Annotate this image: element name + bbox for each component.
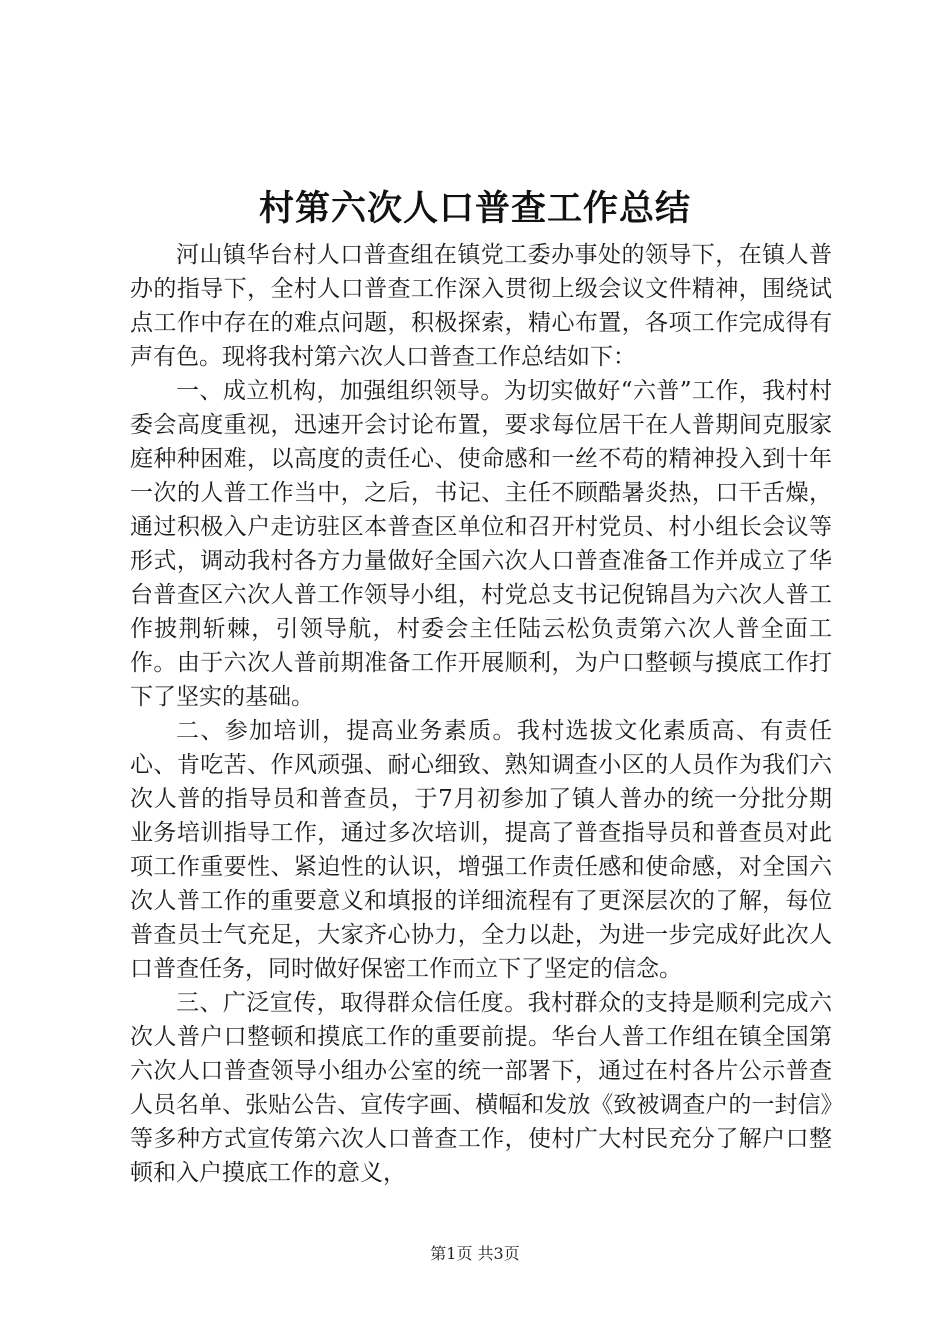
- document-body: [130, 238, 832, 1190]
- paragraph-section-1: 一、成立机构，加强组织领导。为切实做好“六普”工作，我村村委会高度重视，迅速开会讨论布置，要求每位居干在人普期间克服家庭种种困难，以高度的责任心、使命感和一丝不苟的精神投入到十年一次的人普工作当中，之后，书记、主任不顾酷暑炎热，口干舌燥，通过积极入户走访驻区本普查区单位和召开村党员、村小组长会议等形式，调动我村各方力量做好全国六次人口普查准备工作并成立了华台普查区六次人普工作领导小组，村党总支书记倪锦昌为六次人普工作披荆斩棘，引领导航，村委会主任陆云松负责第六次人普全面工作。由于六次人普前期准备工作开展顺利，为户口整顿与摸底工作打下了坚实的基础。: [130, 378, 832, 710]
- page-footer: 第1页 共3页: [430, 1244, 520, 1263]
- paragraph-section-3: 三、广泛宣传，取得群众信任度。我村群众的支持是顺利完成六次人普户口整顿和摸底工作的重要前提。华台人普工作组在镇全国第六次人口普查领导小组办公室的统一部署下，通过在村各片公示普查人员名单、张贴公告、宣传字画、横幅和发放《致被调查户的一封信》等多种方式宣传第六次人口普查工作，使村广大村民充分了解户口整顿和入户摸底工作的意义，: [130, 990, 832, 1186]
- paragraph-section-2: 二、参加培训，提高业务素质。我村选拔文化素质高、有责任心、肯吃苦、作风顽强、耐心细致、熟知调查小区的人员作为我们六次人普的指导员和普查员，于7月初参加了镇人普办的统一分批分期业务培训指导工作，通过多次培训，提高了普查指导员和普查员对此项工作重要性、紧迫性的认识，增强工作责任感和使命感，对全国六次人普工作的重要意义和填报的详细流程有了更深层次的了解，每位普查员士气充足，大家齐心协力，全力以赴，为进一步完成好此次人口普查任务，同时做好保密工作而立下了坚定的信念。: [130, 718, 832, 982]
- paragraph-intro: 河山镇华台村人口普查组在镇党工委办事处的领导下，在镇人普办的指导下，全村人口普查工作深入贯彻上级会议文件精神，围绕试点工作中存在的难点问题，积极探索，精心布置，各项工作完成得有声有色。现将我村第六次人口普查工作总结如下：: [130, 242, 832, 370]
- document-title: 村第六次人口普查工作总结: [258, 188, 691, 229]
